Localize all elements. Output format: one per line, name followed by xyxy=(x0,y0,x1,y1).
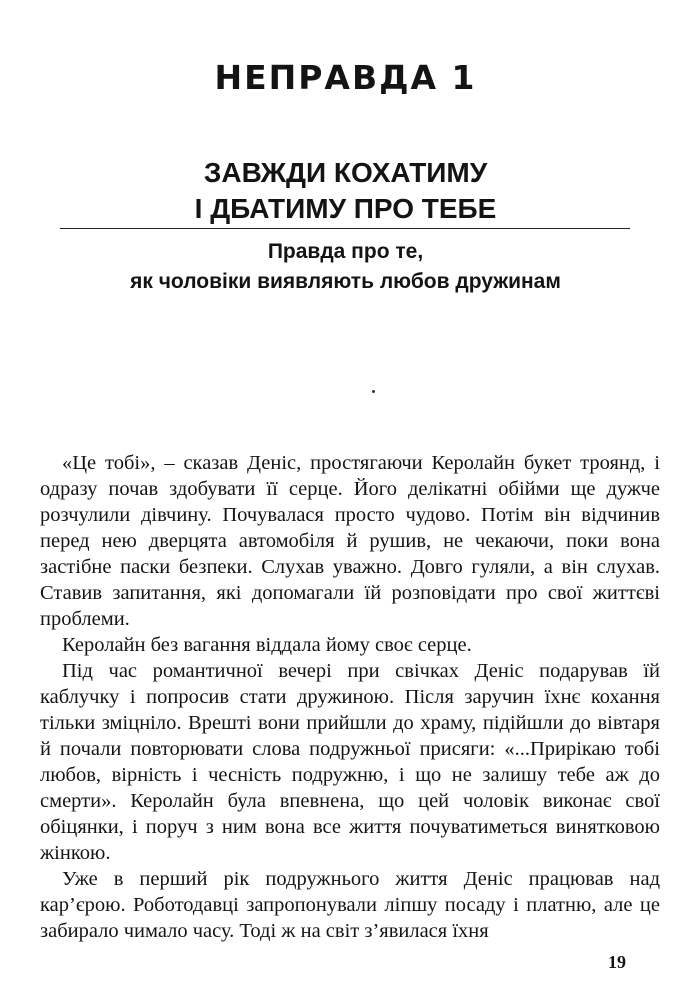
subtitle-line-1: Правда про те, xyxy=(267,240,424,263)
title-divider xyxy=(60,228,630,229)
paragraph: Уже в перший рік подружнього життя Деніс працював над кар’єрою. Роботодавці запропонували ліпшу посаду і платню, але це забирало чимало часу. Тоді ж на світ з’явилася їхня xyxy=(40,868,660,942)
body-text xyxy=(40,450,660,944)
paragraph: Під час романтичної вечері при свічках Деніс подарував їй каблучку і попросив стати дружиною. Після заручин їхнє кохання тільки зміцніло. Врешті вони прийшли до храму, підійшли до вівтаря й почали повторювати слова подружньої присяги: «...Прирікаю тобі любов, вірність і чесність подружню, і що не залишу тебе аж до смерти». Керолайн була впевнена, що цей чоловік виконає свої обіцянки, і поруч з ним вона все життя почуватиметься винятковою жінкою. xyxy=(40,660,660,864)
subtitle-line-2: як чоловіки виявляють любов дружинам xyxy=(130,270,561,293)
paragraph: Керолайн без вагання віддала йому своє серце. xyxy=(62,634,472,656)
print-speck xyxy=(372,390,375,393)
page-number: 19 xyxy=(608,952,626,972)
chapter-title: НЕПРАВДА 1 xyxy=(214,58,477,97)
paragraph: «Це тобі», – сказав Деніс, простягаючи Керолайн букет троянд, і одразу почав здобувати її серце. Його делікатні обійми ще дужче розчулили дівчину. Почувалася просто чудово. Потім він відчинив перед нею дверцята автомобіля й рушив, не чекаючи, поки вона застібне паски безпеки. Слухав уважно. Довго гуляли, а він слухав. Ставив запитання, які допомагали їй розповідати про свої життєві проблеми. xyxy=(40,452,660,630)
section-title-line-1: ЗАВЖДИ КОХАТИМУ xyxy=(203,157,488,188)
section-title-line-2: І ДБАТИМУ ПРО ТЕБЕ xyxy=(194,193,497,224)
